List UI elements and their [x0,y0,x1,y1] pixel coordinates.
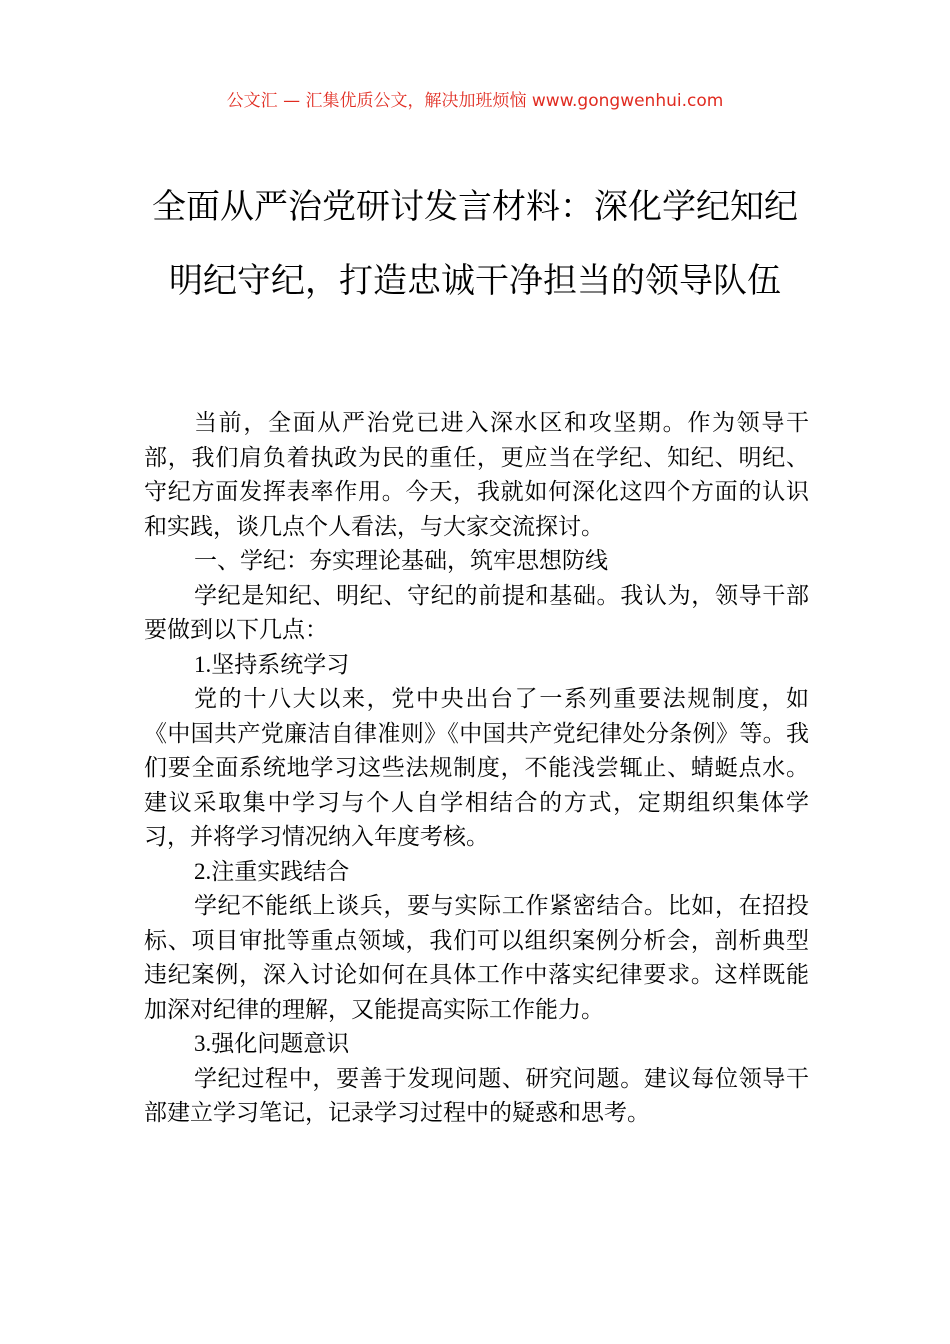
section-paragraph: 学纪是知纪、明纪、守纪的前提和基础。我认为，领导干部要做到以下几点： [144,582,809,643]
subsection-paragraph-1: 党的十八大以来，党中央出台了一系列重要法规制度，如《中国共产党廉洁自律准则》《中国共产党纪律处分条例》等。我们要全面系统地学习这些法规制度，不能浅尝辄止、蜻蜓点水。建议采取集中学习与个人自学相结合的方式，定期组织集体学习，并将学习情况纳入年度考核。 [144,686,809,850]
subsection-paragraph-3: 学纪过程中，要善于发现问题、研究问题。建议每位领导干部建立学习笔记，记录学习过程中的疑惑和思考。 [144,1065,809,1126]
document-body [144,406,809,1131]
document-title: 全面从严治党研讨发言材料：深化学纪知纪明纪守纪，打造忠诚干净担当的领导队伍 [152,187,798,301]
section-heading-1: 一、学纪：夯实理论基础，筑牢思想防线 [194,548,608,574]
site-banner: 公文汇 — 汇集优质公文，解决加班烦恼 www.gongwenhui.com [226,91,724,111]
subsection-paragraph-2: 学纪不能纸上谈兵，要与实际工作紧密结合。比如，在招投标、项目审批等重点领域，我们可以组织案例分析会，剖析典型违纪案例，深入讨论如何在具体工作中落实纪律要求。这样既能加深对纪律的理解，又能提高实际工作能力。 [144,893,809,1023]
intro-paragraph: 当前，全面从严治党已进入深水区和攻坚期。作为领导干部，我们肩负着执政为民的重任，更应当在学纪、知纪、明纪、守纪方面发挥表率作用。今天，我就如何深化这四个方面的认识和实践，谈几点个人看法，与大家交流探讨。 [144,410,809,540]
subheading-2: 2.注重实践结合 [194,858,350,884]
subheading-3: 3.强化问题意识 [194,1031,350,1056]
subheading-1: 1.坚持系统学习 [194,651,350,677]
